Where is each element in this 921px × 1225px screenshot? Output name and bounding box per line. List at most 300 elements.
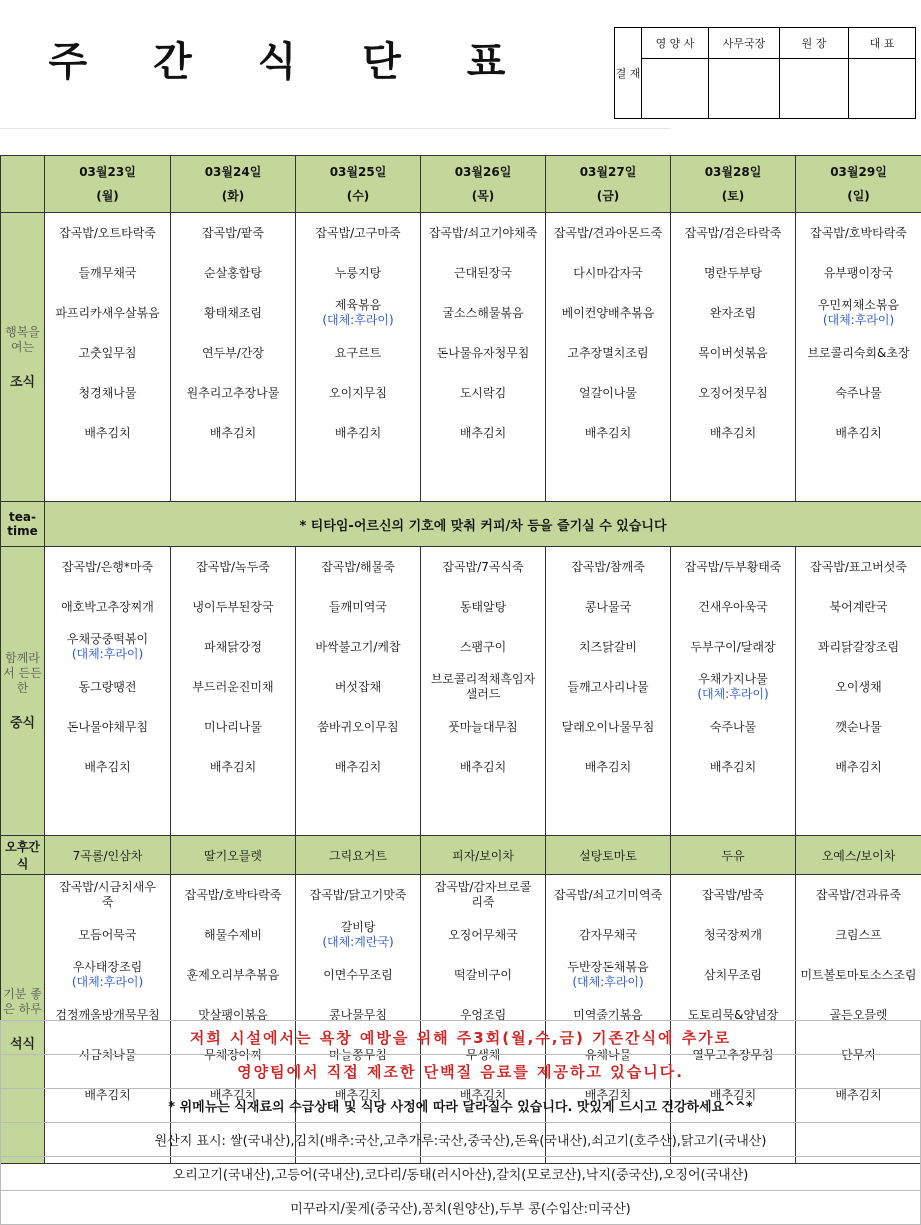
menu-item <box>171 547 295 587</box>
dish-name: 잡곡밥/두부황태죽 <box>685 560 782 575</box>
dish-name: 마늘쫑무침 <box>329 1048 387 1063</box>
menu-item <box>45 667 170 707</box>
menu-item <box>671 587 795 627</box>
dish-name: 배추김치 <box>84 426 130 441</box>
dish-name: 도시락김 <box>460 386 506 401</box>
menu-item <box>421 213 545 253</box>
menu-item <box>796 587 921 627</box>
dish-name: 모듬어묵국 <box>79 928 137 943</box>
dish-name: 잡곡밥/호박타락죽 <box>810 226 907 241</box>
dish-name: 요구르트 <box>335 346 381 361</box>
notes-table <box>0 1020 921 1225</box>
menu-item <box>796 293 921 333</box>
menu-item <box>45 627 170 667</box>
lunch-cell <box>546 547 671 836</box>
menu-item <box>546 333 670 373</box>
weekday-label: (토) <box>671 184 795 208</box>
dish-name: 떡갈비구이 <box>454 968 512 983</box>
dish-name: 잡곡밥/녹두죽 <box>196 560 270 575</box>
dish-name: 브로콜리적채흑임자 <box>431 672 535 687</box>
lunch-cell <box>796 547 921 836</box>
dish-name: 바싹불고기/케찹 <box>315 640 400 655</box>
menu-item <box>45 955 170 995</box>
dish-name: 잡곡밥/오트타락죽 <box>59 226 156 241</box>
approval-role: 원 장 <box>780 28 849 59</box>
dish-name: 무생채 <box>466 1048 501 1063</box>
dish-name: 황태채조림 <box>204 306 262 321</box>
tea-row <box>1 502 921 547</box>
menu-item <box>421 747 545 787</box>
dish-name: 배추김치 <box>585 1088 631 1103</box>
menu-item <box>796 413 921 453</box>
menu-item <box>671 373 795 413</box>
menu-item <box>796 667 921 707</box>
dish-name: 유부팽이장국 <box>824 266 894 281</box>
menu-item <box>796 373 921 413</box>
dish-name: 동태알탕 <box>460 600 506 615</box>
snack-item: 두유 <box>671 836 796 875</box>
dish-name: 배추김치 <box>210 1088 256 1103</box>
dish-name: 베이컨양배추볶음 <box>562 306 655 321</box>
date-header <box>796 156 921 213</box>
tea-text: * 티타임-어르신의 기호에 맞춰 커피/차 등을 즐기실 수 있습니다 <box>45 502 921 547</box>
dish-name: 단무지 <box>841 1048 876 1063</box>
substitute-note: (대체:후라이) <box>322 313 393 328</box>
dish-name: 유채나물 <box>585 1048 631 1063</box>
dish-name: 배추김치 <box>460 760 506 775</box>
dish-name: 잡곡밥/견과류죽 <box>816 888 901 903</box>
dish-name: 샐러드 <box>466 687 501 702</box>
menu-item <box>546 587 670 627</box>
lunch-cell <box>671 547 796 836</box>
dish-name: 죽 <box>102 895 114 910</box>
dish-name: 배추김치 <box>210 426 256 441</box>
signature-box[interactable] <box>642 59 709 119</box>
dish-name: 버섯잡채 <box>335 680 381 695</box>
snack-item: 설탕토마토 <box>546 836 671 875</box>
dish-name: 잡곡밥/밤죽 <box>702 888 764 903</box>
substitute-note: (대체:후라이) <box>572 975 643 990</box>
menu-item <box>796 253 921 293</box>
menu-item <box>296 915 420 955</box>
approval-box <box>614 27 916 119</box>
date-label: 03월29일 <box>796 160 921 184</box>
date-header <box>296 156 421 213</box>
dish-name: 목이버섯볶음 <box>698 346 768 361</box>
menu-item <box>671 213 795 253</box>
dish-name: 배추김치 <box>585 426 631 441</box>
dish-name: 풋마늘대무침 <box>448 720 518 735</box>
lunch-label-main: 중식 <box>1 712 44 731</box>
menu-item <box>546 213 670 253</box>
origin-line2: 오리고기(국내산),고등어(국내산),코다리/동태(러시아산),갈치(모로코산),낙지(중국산),오징어(국내산) <box>1 1157 921 1191</box>
weekday-label: (화) <box>171 184 295 208</box>
menu-item <box>546 955 670 995</box>
dish-name: 시금치나물 <box>79 1048 137 1063</box>
dish-name: 연두부/간장 <box>202 346 264 361</box>
breakfast-cell <box>45 213 171 502</box>
page-title: 주 간 식 단 표 <box>0 30 580 87</box>
menu-item <box>171 955 295 995</box>
dish-name: 제육볶음 <box>335 298 381 313</box>
dish-name: 잡곡밥/표고버섯죽 <box>810 560 907 575</box>
dish-name: 파채닭강정 <box>204 640 262 655</box>
dish-name: 리죽 <box>471 895 494 910</box>
dish-name: 무채장아찌 <box>204 1048 262 1063</box>
breakfast-cell <box>796 213 921 502</box>
menu-item <box>796 747 921 787</box>
menu-item <box>796 627 921 667</box>
menu-item <box>421 373 545 413</box>
menu-item <box>45 547 170 587</box>
dish-name: 삼치무조림 <box>704 968 762 983</box>
date-header <box>546 156 671 213</box>
snack-item: 7곡롤/인삼차 <box>45 836 171 875</box>
date-row <box>1 156 921 213</box>
menu-item <box>421 707 545 747</box>
weekday-label: (금) <box>546 184 670 208</box>
dish-name: 근대된장국 <box>454 266 512 281</box>
snack-row <box>1 836 921 875</box>
date-label: 03월23일 <box>45 160 170 184</box>
dish-name: 스팸구이 <box>460 640 506 655</box>
menu-item <box>421 413 545 453</box>
dish-name: 우엉조림 <box>460 1008 506 1023</box>
menu-item <box>421 547 545 587</box>
dish-name: 배추김치 <box>835 1088 881 1103</box>
dish-name: 잡곡밥/7곡식죽 <box>442 560 523 575</box>
dish-name: 배추김치 <box>710 760 756 775</box>
protein-notice-line1: 저희 시설에서는 욕창 예방을 위해 주3회(월,수,금) 기존간식에 추가로 <box>1 1021 921 1055</box>
date-header <box>671 156 796 213</box>
dish-name: 배추김치 <box>84 760 130 775</box>
menu-item <box>671 875 795 915</box>
dish-name: 검정깨올방개묵무침 <box>55 1008 159 1023</box>
menu-item <box>421 587 545 627</box>
dish-name: 배추김치 <box>835 426 881 441</box>
menu-item <box>671 707 795 747</box>
dish-name: 건새우아욱국 <box>698 600 768 615</box>
dish-name: 들깨고사리나물 <box>567 680 648 695</box>
menu-change-notice: * 위메뉴는 식재료의 수급상태 및 식당 사정에 따라 달라질수 있습니다. 맛있게 드시고 건강하세요^^* <box>1 1089 921 1123</box>
dish-name: 해물수제비 <box>204 928 262 943</box>
menu-item <box>671 955 795 995</box>
breakfast-cell <box>671 213 796 502</box>
dish-name: 열무고추장무침 <box>692 1048 773 1063</box>
dish-name: 깻순나물 <box>835 720 881 735</box>
menu-item <box>296 747 420 787</box>
dish-name: 돈나물야채무침 <box>67 720 148 735</box>
dish-name: 잡곡밥/검은타락죽 <box>685 226 782 241</box>
dish-name: 오징어무채국 <box>448 928 518 943</box>
dish-name: 고추장멸치조림 <box>567 346 648 361</box>
menu-item <box>671 747 795 787</box>
dish-name: 잡곡밥/호박타락죽 <box>185 888 282 903</box>
menu-item <box>171 333 295 373</box>
menu-item <box>296 707 420 747</box>
dish-name: 배추김치 <box>335 426 381 441</box>
dish-name: 꽈리닭갈장조림 <box>818 640 899 655</box>
dish-name: 크림스프 <box>835 928 881 943</box>
dish-name: 미트볼토마토소스조림 <box>801 968 917 983</box>
protein-notice-line2: 영양팀에서 직접 제조한 단백질 음료를 제공하고 있습니다. <box>1 1055 921 1089</box>
substitute-note: (대체:후라이) <box>697 687 768 702</box>
menu-item <box>171 667 295 707</box>
menu-item <box>796 213 921 253</box>
dish-name: 치즈닭갈비 <box>579 640 637 655</box>
dish-name: 달래오이나물무침 <box>562 720 655 735</box>
menu-item <box>45 747 170 787</box>
dish-name: 콩나물국 <box>585 600 631 615</box>
dish-name: 이면수무조림 <box>323 968 393 983</box>
tea-label: tea-time <box>1 502 45 547</box>
menu-item <box>546 293 670 333</box>
menu-item <box>546 413 670 453</box>
menu-item <box>171 213 295 253</box>
dish-name: 감자무채국 <box>579 928 637 943</box>
origin-line3: 미꾸라지/꽃게(중국산),꽁치(원양산),두부 콩(수입산:미국산) <box>1 1191 921 1225</box>
dish-name: 미나리나물 <box>204 720 262 735</box>
signature-box[interactable] <box>780 59 849 119</box>
dish-name: 배추김치 <box>335 1088 381 1103</box>
menu-item <box>421 333 545 373</box>
substitute-note: (대체:후라이) <box>72 647 143 662</box>
snack-item: 그릭요거트 <box>296 836 421 875</box>
breakfast-cell <box>421 213 546 502</box>
snack-item: 딸기오믈렛 <box>171 836 296 875</box>
signature-box[interactable] <box>849 59 916 119</box>
menu-item <box>421 915 545 955</box>
dish-name: 다시마감자국 <box>573 266 643 281</box>
snack-item: 오예스/보이차 <box>796 836 921 875</box>
dish-name: 배추김치 <box>460 1088 506 1103</box>
menu-item <box>45 333 170 373</box>
date-label: 03월26일 <box>421 160 545 184</box>
spacer-row <box>0 128 670 156</box>
origin-line1: 원산지 표시: 쌀(국내산),김치(배추:국산,고추가루:국산,중국산),돈육(국내산),쇠고기(호주산),닭고기(국내산) <box>1 1123 921 1157</box>
substitute-note: (대체:후라이) <box>72 975 143 990</box>
menu-item <box>546 915 670 955</box>
menu-item <box>45 915 170 955</box>
menu-item <box>296 213 420 253</box>
menu-item <box>171 915 295 955</box>
menu-item <box>796 955 921 995</box>
breakfast-label <box>1 213 45 502</box>
dish-name: 오이지무침 <box>329 386 387 401</box>
menu-item <box>45 413 170 453</box>
dish-name: 미역줄기볶음 <box>573 1008 643 1023</box>
menu-item <box>296 667 420 707</box>
lunch-cell <box>45 547 171 836</box>
menu-item <box>671 915 795 955</box>
menu-item <box>171 747 295 787</box>
menu-item <box>796 707 921 747</box>
menu-item <box>671 627 795 667</box>
date-header <box>45 156 171 213</box>
menu-item <box>296 253 420 293</box>
dish-name: 청국장찌개 <box>704 928 762 943</box>
dish-name: 잡곡밥/팥죽 <box>202 226 264 241</box>
date-label: 03월27일 <box>546 160 670 184</box>
menu-item <box>296 627 420 667</box>
dish-name: 잡곡밥/감자브로콜 <box>435 880 532 895</box>
weekday-label: (수) <box>296 184 420 208</box>
dish-name: 두부구이/달래장 <box>690 640 775 655</box>
menu-item <box>421 627 545 667</box>
menu-item <box>546 253 670 293</box>
dish-name: 돈나물유자청무침 <box>437 346 530 361</box>
menu-item <box>671 333 795 373</box>
dish-name: 맛살팽이볶음 <box>198 1008 268 1023</box>
dish-name: 배추김치 <box>585 760 631 775</box>
menu-item <box>296 587 420 627</box>
menu-item <box>796 875 921 915</box>
dish-name: 잡곡밥/참깨죽 <box>571 560 645 575</box>
dish-name: 우채가지나물 <box>698 672 768 687</box>
dish-name: 들깨무채국 <box>79 266 137 281</box>
approval-side-label: 결 재 <box>615 28 642 119</box>
dish-name: 우채궁중떡볶이 <box>67 632 148 647</box>
date-label: 03월25일 <box>296 160 420 184</box>
date-label: 03월28일 <box>671 160 795 184</box>
dish-name: 배추김치 <box>335 760 381 775</box>
dish-name: 잡곡밥/은행*마죽 <box>62 560 153 575</box>
weekday-label: (목) <box>421 184 545 208</box>
snack-item: 피자/보이차 <box>421 836 546 875</box>
menu-item <box>796 547 921 587</box>
dish-name: 순살홍합탕 <box>204 266 262 281</box>
dish-name: 잡곡밥/쇠고기야채죽 <box>429 226 537 241</box>
dish-name: 숙주나물 <box>835 386 881 401</box>
dish-name: 두반장돈채볶음 <box>567 960 648 975</box>
menu-item <box>796 333 921 373</box>
menu-item <box>421 955 545 995</box>
dish-name: 잡곡밥/고구마죽 <box>315 226 400 241</box>
dinner-label-sub: 기분 좋은 하루 <box>1 987 44 1017</box>
dish-name: 북어계란국 <box>830 600 888 615</box>
approval-role: 사무국장 <box>709 28 780 59</box>
menu-item <box>421 875 545 915</box>
menu-item <box>171 373 295 413</box>
dish-name: 얼갈이나물 <box>579 386 637 401</box>
dish-name: 우사태장조림 <box>73 960 143 975</box>
menu-item <box>45 707 170 747</box>
dish-name: 청경채나물 <box>79 386 137 401</box>
menu-item <box>296 293 420 333</box>
menu-item <box>671 253 795 293</box>
dish-name: 원추리고추장나물 <box>187 386 280 401</box>
dish-name: 냉이두부된장국 <box>192 600 273 615</box>
dish-name: 쑴바귀오이무침 <box>317 720 398 735</box>
approval-role: 영 양 사 <box>642 28 709 59</box>
menu-item <box>171 875 295 915</box>
date-label: 03월24일 <box>171 160 295 184</box>
breakfast-cell <box>296 213 421 502</box>
lunch-cell <box>421 547 546 836</box>
snack-label: 오후간식 <box>1 836 45 875</box>
dish-name: 배추김치 <box>84 1088 130 1103</box>
menu-item <box>171 293 295 333</box>
menu-item <box>546 627 670 667</box>
breakfast-row <box>1 213 921 502</box>
dish-name: 배추김치 <box>710 1088 756 1103</box>
dish-name: 콩나물무침 <box>329 1008 387 1023</box>
lunch-row <box>1 547 921 836</box>
dish-name: 갈비탕 <box>341 920 376 935</box>
signature-box[interactable] <box>709 59 780 119</box>
menu-item <box>45 213 170 253</box>
menu-item <box>171 627 295 667</box>
corner-cell <box>1 156 45 213</box>
menu-item <box>421 293 545 333</box>
dish-name: 잡곡밥/해물죽 <box>321 560 395 575</box>
weekly-menu-table <box>0 155 921 1164</box>
dish-name: 배추김치 <box>210 760 256 775</box>
dish-name: 누룽지탕 <box>335 266 381 281</box>
menu-item <box>45 293 170 333</box>
substitute-note: (대체:계란국) <box>322 935 393 950</box>
menu-item <box>671 293 795 333</box>
approval-role: 대 표 <box>849 28 916 59</box>
dish-name: 부드러운진미채 <box>192 680 273 695</box>
menu-item <box>45 373 170 413</box>
dish-name: 배추김치 <box>835 760 881 775</box>
dish-name: 숙주나물 <box>710 720 756 735</box>
dish-name: 완자조림 <box>710 306 756 321</box>
menu-item <box>296 413 420 453</box>
lunch-cell <box>296 547 421 836</box>
date-header <box>171 156 296 213</box>
dish-name: 고춧잎무침 <box>79 346 137 361</box>
dish-name: 잡곡밥/닭고기맛죽 <box>310 888 407 903</box>
menu-item <box>296 955 420 995</box>
dish-name: 골든오믈렛 <box>830 1008 888 1023</box>
dish-name: 우민찌채소볶음 <box>818 298 899 313</box>
dish-name: 동그랑땡전 <box>79 680 137 695</box>
menu-item <box>296 373 420 413</box>
menu-item <box>546 373 670 413</box>
menu-item <box>45 253 170 293</box>
dish-name: 들깨미역국 <box>329 600 387 615</box>
menu-item <box>421 253 545 293</box>
dish-name: 오징어젓무침 <box>698 386 768 401</box>
dish-name: 배추김치 <box>710 426 756 441</box>
breakfast-label-sub: 행복을 여는 <box>1 325 44 355</box>
menu-item <box>45 875 170 915</box>
dish-name: 오이생채 <box>835 680 881 695</box>
menu-item <box>546 875 670 915</box>
date-header <box>421 156 546 213</box>
menu-item <box>296 875 420 915</box>
lunch-label-sub: 함께라서 든든한 <box>1 651 44 696</box>
menu-item <box>796 915 921 955</box>
menu-item <box>671 547 795 587</box>
menu-item <box>671 667 795 707</box>
menu-item <box>546 667 670 707</box>
dinner-label-main: 석식 <box>1 1033 44 1052</box>
weekday-label: (월) <box>45 184 170 208</box>
dish-name: 파프리카새우살볶음 <box>55 306 159 321</box>
menu-item <box>546 747 670 787</box>
menu-item <box>421 667 545 707</box>
dish-name: 훈제오리부추볶음 <box>187 968 280 983</box>
dish-name: 잡곡밥/시금치새우 <box>59 880 156 895</box>
breakfast-cell <box>546 213 671 502</box>
dish-name: 굴소스해물볶음 <box>442 306 523 321</box>
weekday-label: (일) <box>796 184 921 208</box>
menu-item <box>296 547 420 587</box>
lunch-cell <box>171 547 296 836</box>
